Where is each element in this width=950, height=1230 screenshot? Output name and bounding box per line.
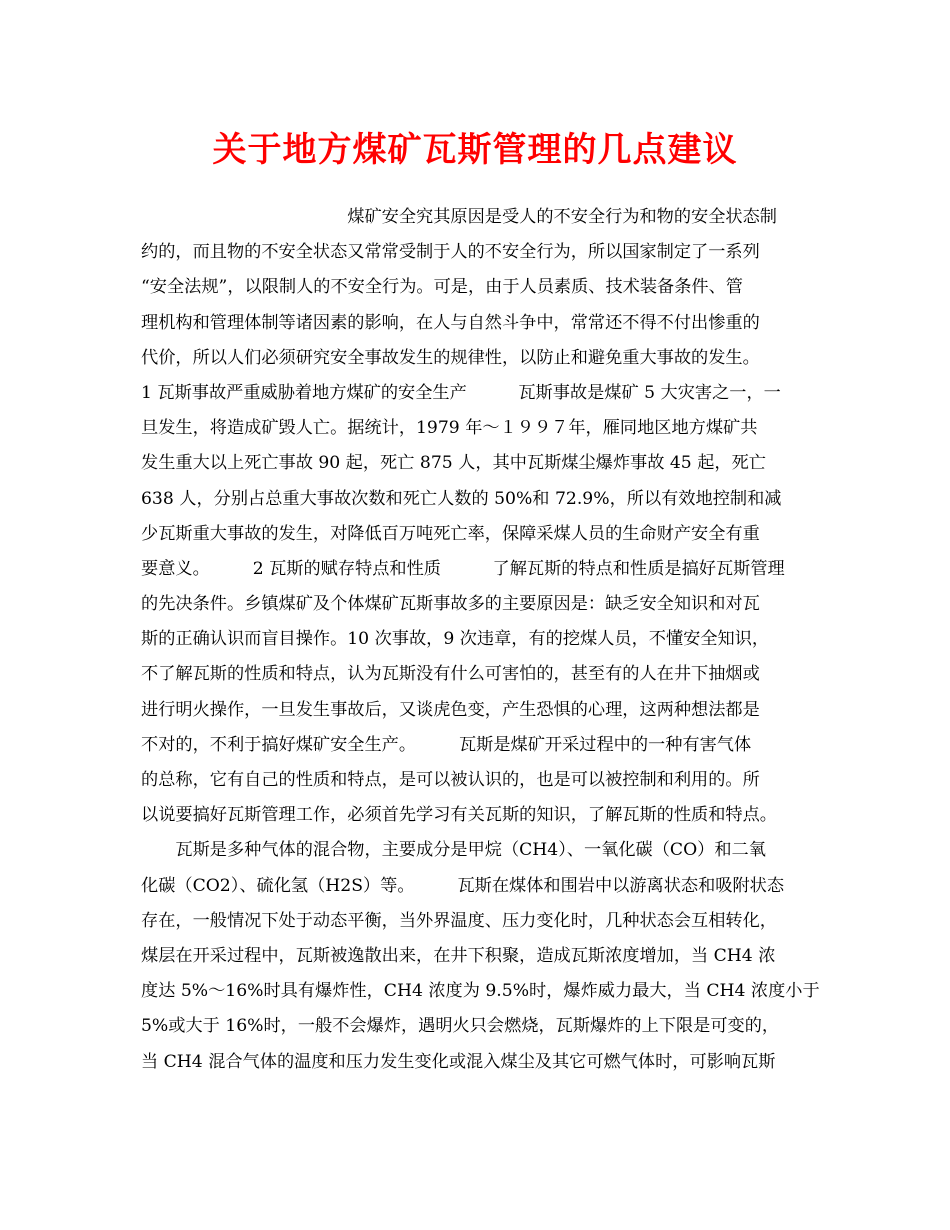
body-line: 旦发生，将造成矿毁人亡。据统计，1979 年～１９９７年，雁同地区地方煤矿共	[141, 418, 758, 439]
body-line: 当 CH4 混合气体的温度和压力发生变化或混入煤尘及其它可燃气体时，可影响瓦斯	[141, 1051, 776, 1072]
body-line: 638 人，分别占总重大事故次数和死亡人数的 50%和 72.9%，所以有效地控制和减	[141, 488, 782, 509]
body-line: 斯的正确认识而盲目操作。10 次事故，9 次违章，有的挖煤人员，不懂安全知识，	[141, 629, 770, 650]
body-line: 进行明火操作，一旦发生事故后，又谈虎色变，产生恐惧的心理，这两种想法都是	[141, 699, 760, 720]
body-line: 化碳（CO2）、硫化氢（H2S）等。 瓦斯在煤体和围岩中以游离状态和吸附状态	[141, 875, 785, 896]
body-line: 煤层在开采过程中，瓦斯被逸散出来，在井下积聚，造成瓦斯浓度增加，当 CH4 浓	[141, 945, 776, 966]
body-line: 发生重大以上死亡事故 90 起，死亡 875 人，其中瓦斯煤尘爆炸事故 45 起，死亡	[141, 453, 766, 474]
body-line: 的先决条件。乡镇煤矿及个体煤矿瓦斯事故多的主要原因是：缺乏安全知识和对瓦	[141, 594, 760, 615]
body-line: 少瓦斯重大事故的发生，对降低百万吨死亡率，保障采煤人员的生命财产安全有重	[141, 523, 760, 544]
document-title: 关于地方煤矿瓦斯管理的几点建议	[212, 130, 738, 170]
body-line: “安全法规”，以限制人的不安全行为。可是，由于人员素质、技术装备条件、管	[141, 277, 743, 298]
body-line: 5%或大于 16%时，一般不会爆炸，遇明火只会燃烧，瓦斯爆炸的上下限是可变的，	[141, 1016, 780, 1037]
body-line: 以说要搞好瓦斯管理工作，必须首先学习有关瓦斯的知识，了解瓦斯的性质和特点。	[141, 805, 777, 826]
document-body	[141, 200, 841, 1080]
body-line: 度达 5%～16%时具有爆炸性，CH4 浓度为 9.5%时，爆炸威力最大，当 CH4 浓度小于	[141, 981, 820, 1002]
body-line: 代价，所以人们必须研究安全事故发生的规律性，以防止和避免重大事故的发生。	[141, 347, 760, 368]
body-line: 约的，而且物的不安全状态又常常受制于人的不安全行为，所以国家制定了一系列	[141, 242, 760, 263]
body-line: 瓦斯是多种气体的混合物，主要成分是甲烷（CH4）、一氧化碳（CO）和二氧	[141, 840, 766, 861]
body-line: 1 瓦斯事故严重威胁着地方煤矿的安全生产 瓦斯事故是煤矿 5 大灾害之一，一	[141, 382, 781, 403]
body-line: 的总称，它有自己的性质和特点，是可以被认识的，也是可以被控制和利用的。所	[141, 770, 760, 790]
body-line: 不对的，不利于搞好煤矿安全生产。 瓦斯是煤矿开采过程中的一种有害气体	[141, 734, 752, 755]
body-line: 理机构和管理体制等诸因素的影响，在人与自然斗争中，常常还不得不付出惨重的	[141, 312, 760, 333]
body-line: 不了解瓦斯的性质和特点，认为瓦斯没有什么可害怕的，甚至有的人在井下抽烟或	[141, 664, 760, 685]
body-line: 煤矿安全究其原因是受人的不安全行为和物的安全状态制	[141, 207, 777, 227]
body-line: 存在，一般情况下处于动态平衡，当外界温度、压力变化时，几种状态会互相转化，	[141, 910, 777, 931]
body-line: 要意义。 2 瓦斯的赋存特点和性质 了解瓦斯的特点和性质是搞好瓦斯管理	[141, 558, 785, 579]
